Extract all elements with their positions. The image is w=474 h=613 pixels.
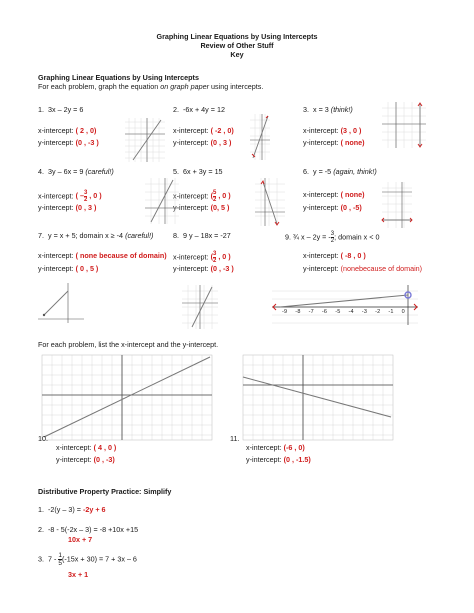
distributive-answer-2: 10x + 7 [68,535,93,544]
section1-heading: Graphing Linear Equations by Using Intercepts [38,73,199,82]
problem-11-x-intercept: x-intercept: (-6 , 0) [246,443,305,452]
instructions-text: For each problem, graph the equation [38,82,161,91]
page-subtitle: Review of Other Stuff [200,41,274,50]
instructions-italic: on graph paper [160,82,210,91]
page-key-label: Key [230,50,244,59]
section1-instructions [38,82,263,91]
graph-problem-4 [145,178,179,224]
problem-7-y-intercept: y-intercept: ( 0 , 5 ) [38,264,99,273]
problem-11-number: 11. [230,434,240,443]
graph-problem-11 [243,355,393,440]
problem-2-x-intercept: x-intercept: ( -2 , 0) [173,126,234,135]
problem-5-equation: 5. 6x + 3y = 15 [173,167,223,176]
distributive-problem-2: 2. -8 - 5(-2x – 3) = -8 +10x +15 [38,525,139,534]
graph-9-ticks: -9 -8 -7 -6 -5 -4 -3 -2 -1 0 [282,309,405,315]
problem-8-x-intercept: x-intercept: ( $\frac{3}{2}$ , 0 ) [173,251,231,264]
problem-6-x-intercept: x-intercept: ( none) [303,190,365,199]
distributive-problem-3: 3. 7 - $\frac{1}{5}$ (-15x + 30) = 7 + 3x – 6 [38,552,137,567]
problem-1-x-intercept: x-intercept: ( 2 , 0) [38,126,97,135]
problem-6-y-intercept: y-intercept: (0 , -5) [303,203,362,212]
problem-10-y-intercept: y-intercept: (0 , -3) [56,455,115,464]
problem-6-equation: 6. y = -5 (again, think!) [303,167,377,176]
problem-5-y-intercept: y-intercept: (0, 5 ) [173,203,230,212]
problem-2-y-intercept: y-intercept: (0 , 3 ) [173,138,232,147]
graph-problem-1 [125,118,165,162]
problem-4-x-intercept: x-intercept: ( – $\frac{3}{2}$ , 0 ) [38,190,102,203]
problem-3-x-intercept: x-intercept: (3 , 0 ) [303,126,362,135]
problem-4-equation: 4. 3y – 6x = 9 (careful!) [38,167,114,176]
problem-3-equation: 3. x = 3 (think!) [303,105,353,114]
distributive-answer-3: 3x + 1 [68,570,89,579]
problem-2-equation: 2. -6x + 4y = 12 [173,105,225,114]
section3-heading: Distributive Property Practice: Simplify [38,487,172,496]
graph-problem-5 [255,178,285,226]
graph-problem-10 [42,355,212,440]
problem-8-equation: 8. 9 y – 18x = -27 [173,231,231,240]
problem-7-equation: 7. y = x + 5; domain x ≥ -4 (careful!) [38,231,154,240]
graph-problem-2 [250,114,270,160]
problem-10-number: 10. [38,434,48,443]
problem-7-x-intercept: x-intercept: ( none because of domain) [38,251,167,260]
problem-11-y-intercept: y-intercept: (0 , -1.5) [246,455,311,464]
page-title: Graphing Linear Equations by Using Intercepts [156,32,318,41]
distributive-problem-1: 1. -2(y – 3) = -2y + 6 [38,505,106,514]
graph-problem-9 [272,285,418,325]
problem-9-y-intercept: y-intercept: (nonebecause of domain) [303,264,423,273]
problem-3-y-intercept: y-intercept: ( none) [303,138,365,147]
graph-problem-6 [382,182,412,228]
problem-1-y-intercept: y-intercept: (0 , -3 ) [38,138,99,147]
graph-problem-7 [38,283,84,323]
problem-1-equation: 1. 3x – 2y = 6 [38,105,84,114]
problem-10-x-intercept: x-intercept: ( 4 , 0 ) [56,443,117,452]
problem-9-x-intercept: x-intercept: ( -8 , 0 ) [303,251,366,260]
problem-5-x-intercept: x-intercept: ( $\frac{5}{2}$ , 0 ) [173,190,231,203]
problem-8-y-intercept: y-intercept: (0 , -3 ) [173,264,234,273]
instructions-text-end: using intercepts. [209,82,264,91]
problem-9-equation: 9. ¾ x – 2y = - $\frac{3}{2}$ ; domain x < 0 [285,231,380,244]
section2-instructions: For each problem, list the x-intercept and the y-intercept. [38,340,219,349]
problem-4-y-intercept: y-intercept: (0 , 3 ) [38,203,97,212]
graph-problem-3 [382,102,426,148]
graph-problem-8 [182,285,218,329]
